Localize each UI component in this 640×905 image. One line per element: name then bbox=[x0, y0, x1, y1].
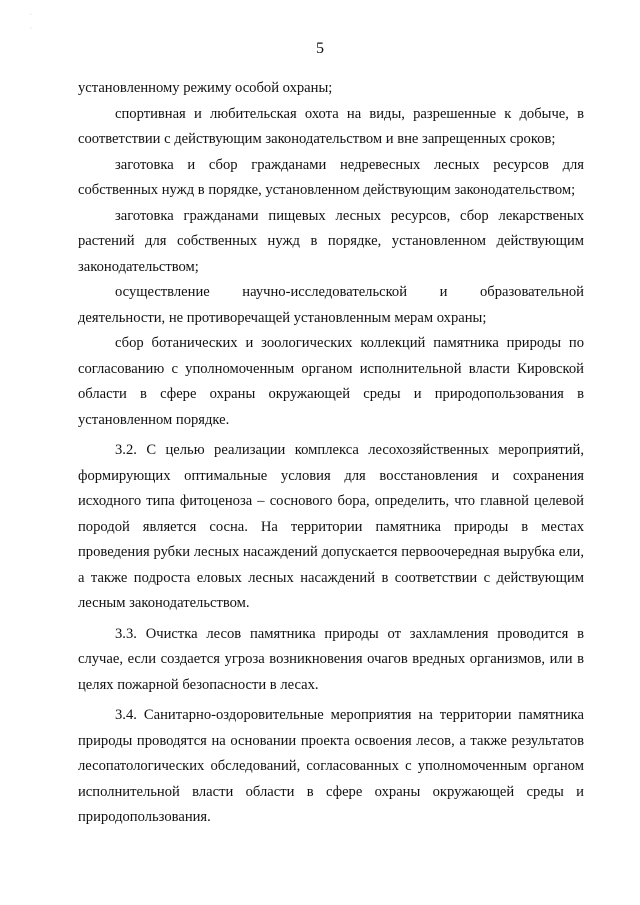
paragraph: 3.4. Санитарно-оздоровительные мероприятия на территории памятника природы проводятся на основании проекта освоения лесов, а также результатов лесопатологических обследований, согласованных с уполномоченным органом исполнительной власти области в сфере охраны окружающей среды и природопользования. bbox=[78, 707, 584, 825]
document-body bbox=[78, 76, 584, 831]
paragraph: осуществление научно-исследовательской и образовательной деятельности, не противоречащей установленным мерам охраны; bbox=[78, 284, 584, 326]
paragraph: спортивная и любительская охота на виды, разрешенные к добыче, в соответствии с действующим законодательством и вне запрещенных сроков; bbox=[78, 105, 584, 147]
paragraph: заготовка и сбор гражданами недревесных лесных ресурсов для собственных нужд в порядке, установленном действующим законодательством; bbox=[78, 156, 584, 198]
paragraph: 3.3. Очистка лесов памятника природы от захламления проводится в случае, если создается угроза возникновения очагов вредных организмов, или в целях пожарной безопасности в лесах. bbox=[78, 625, 584, 693]
paragraph: 3.2. С целью реализации комплекса лесохозяйственных мероприятий, формирующих оптимальные условия для восстановления и сохранения исходного типа фитоценоза – соснового бора, определить, что главной целевой породой является сосна. На территории памятника природы в местах проведения рубки лесных насаждений допускается первоочередная вырубка ели, а также подроста еловых лесных насаждений в соответствии с действующим лесным законодательством. bbox=[78, 442, 584, 611]
paragraph: установленному режиму особой охраны; bbox=[78, 80, 333, 96]
scan-speck: · bbox=[30, 26, 32, 32]
scan-speck: · bbox=[30, 12, 32, 18]
paragraph: заготовка гражданами пищевых лесных ресурсов, сбор лекарственых растений для собственных нужд в порядке, установленном действующим законодательством; bbox=[78, 207, 584, 275]
page-number: 5 bbox=[316, 40, 324, 57]
paragraph: сбор ботанических и зоологических коллекций памятника природы по согласованию с уполномоченным органом исполнительной власти Кировской области в сфере охраны окружающей среды и природопользования в установленном порядке. bbox=[78, 335, 584, 428]
